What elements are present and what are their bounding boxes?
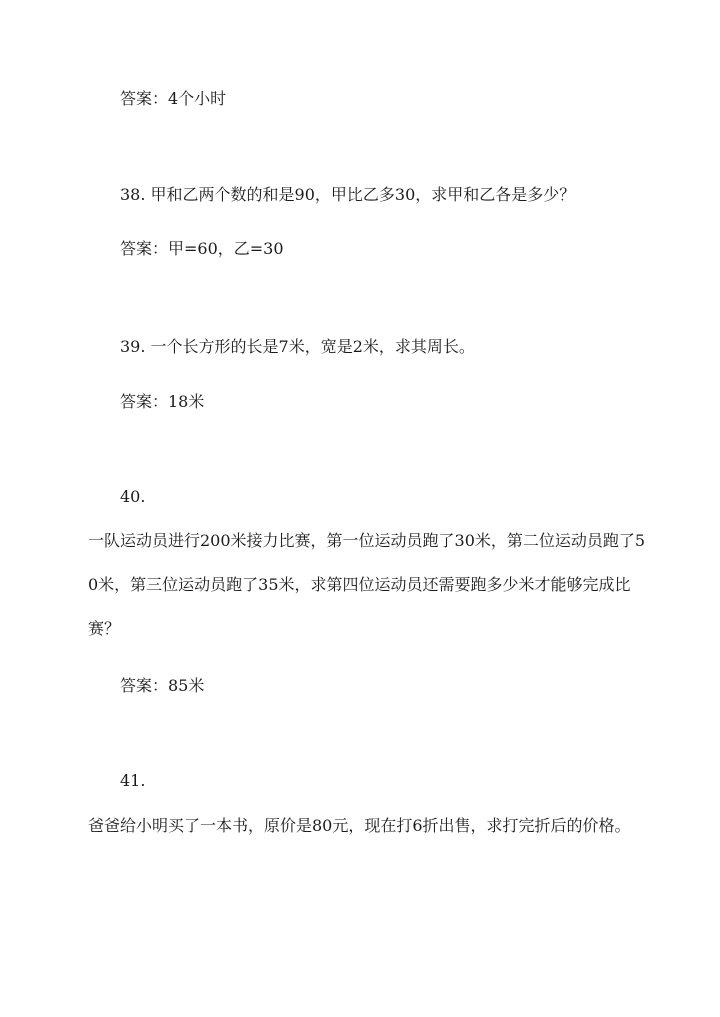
question-38: 38. 甲和乙两个数的和是90，甲比乙多30，求甲和乙各是多少？ [120,185,576,204]
question-number-40: 40. [120,487,146,506]
question-39: 39. 一个长方形的长是7米，宽是2米，求其周长。 [120,337,475,356]
question-number-41: 41. [120,771,146,790]
answer-37: 答案：4个小时 [120,89,227,108]
answer-39: 答案：18米 [120,392,205,411]
answer-40: 答案：85米 [120,676,205,695]
question-41-text: 爸爸给小明买了一本书，原价是80元，现在打6折出售，求打完折后的价格。 [88,816,631,835]
answer-38: 答案：甲=60，乙=30 [120,239,284,258]
question-40-text: 一队运动员进行200米接力比赛，第一位运动员跑了30米，第二位运动员跑了50米，第三位运动员跑了35米，求第四位运动员还需要跑多少米才能够完成比赛？ [88,531,646,638]
